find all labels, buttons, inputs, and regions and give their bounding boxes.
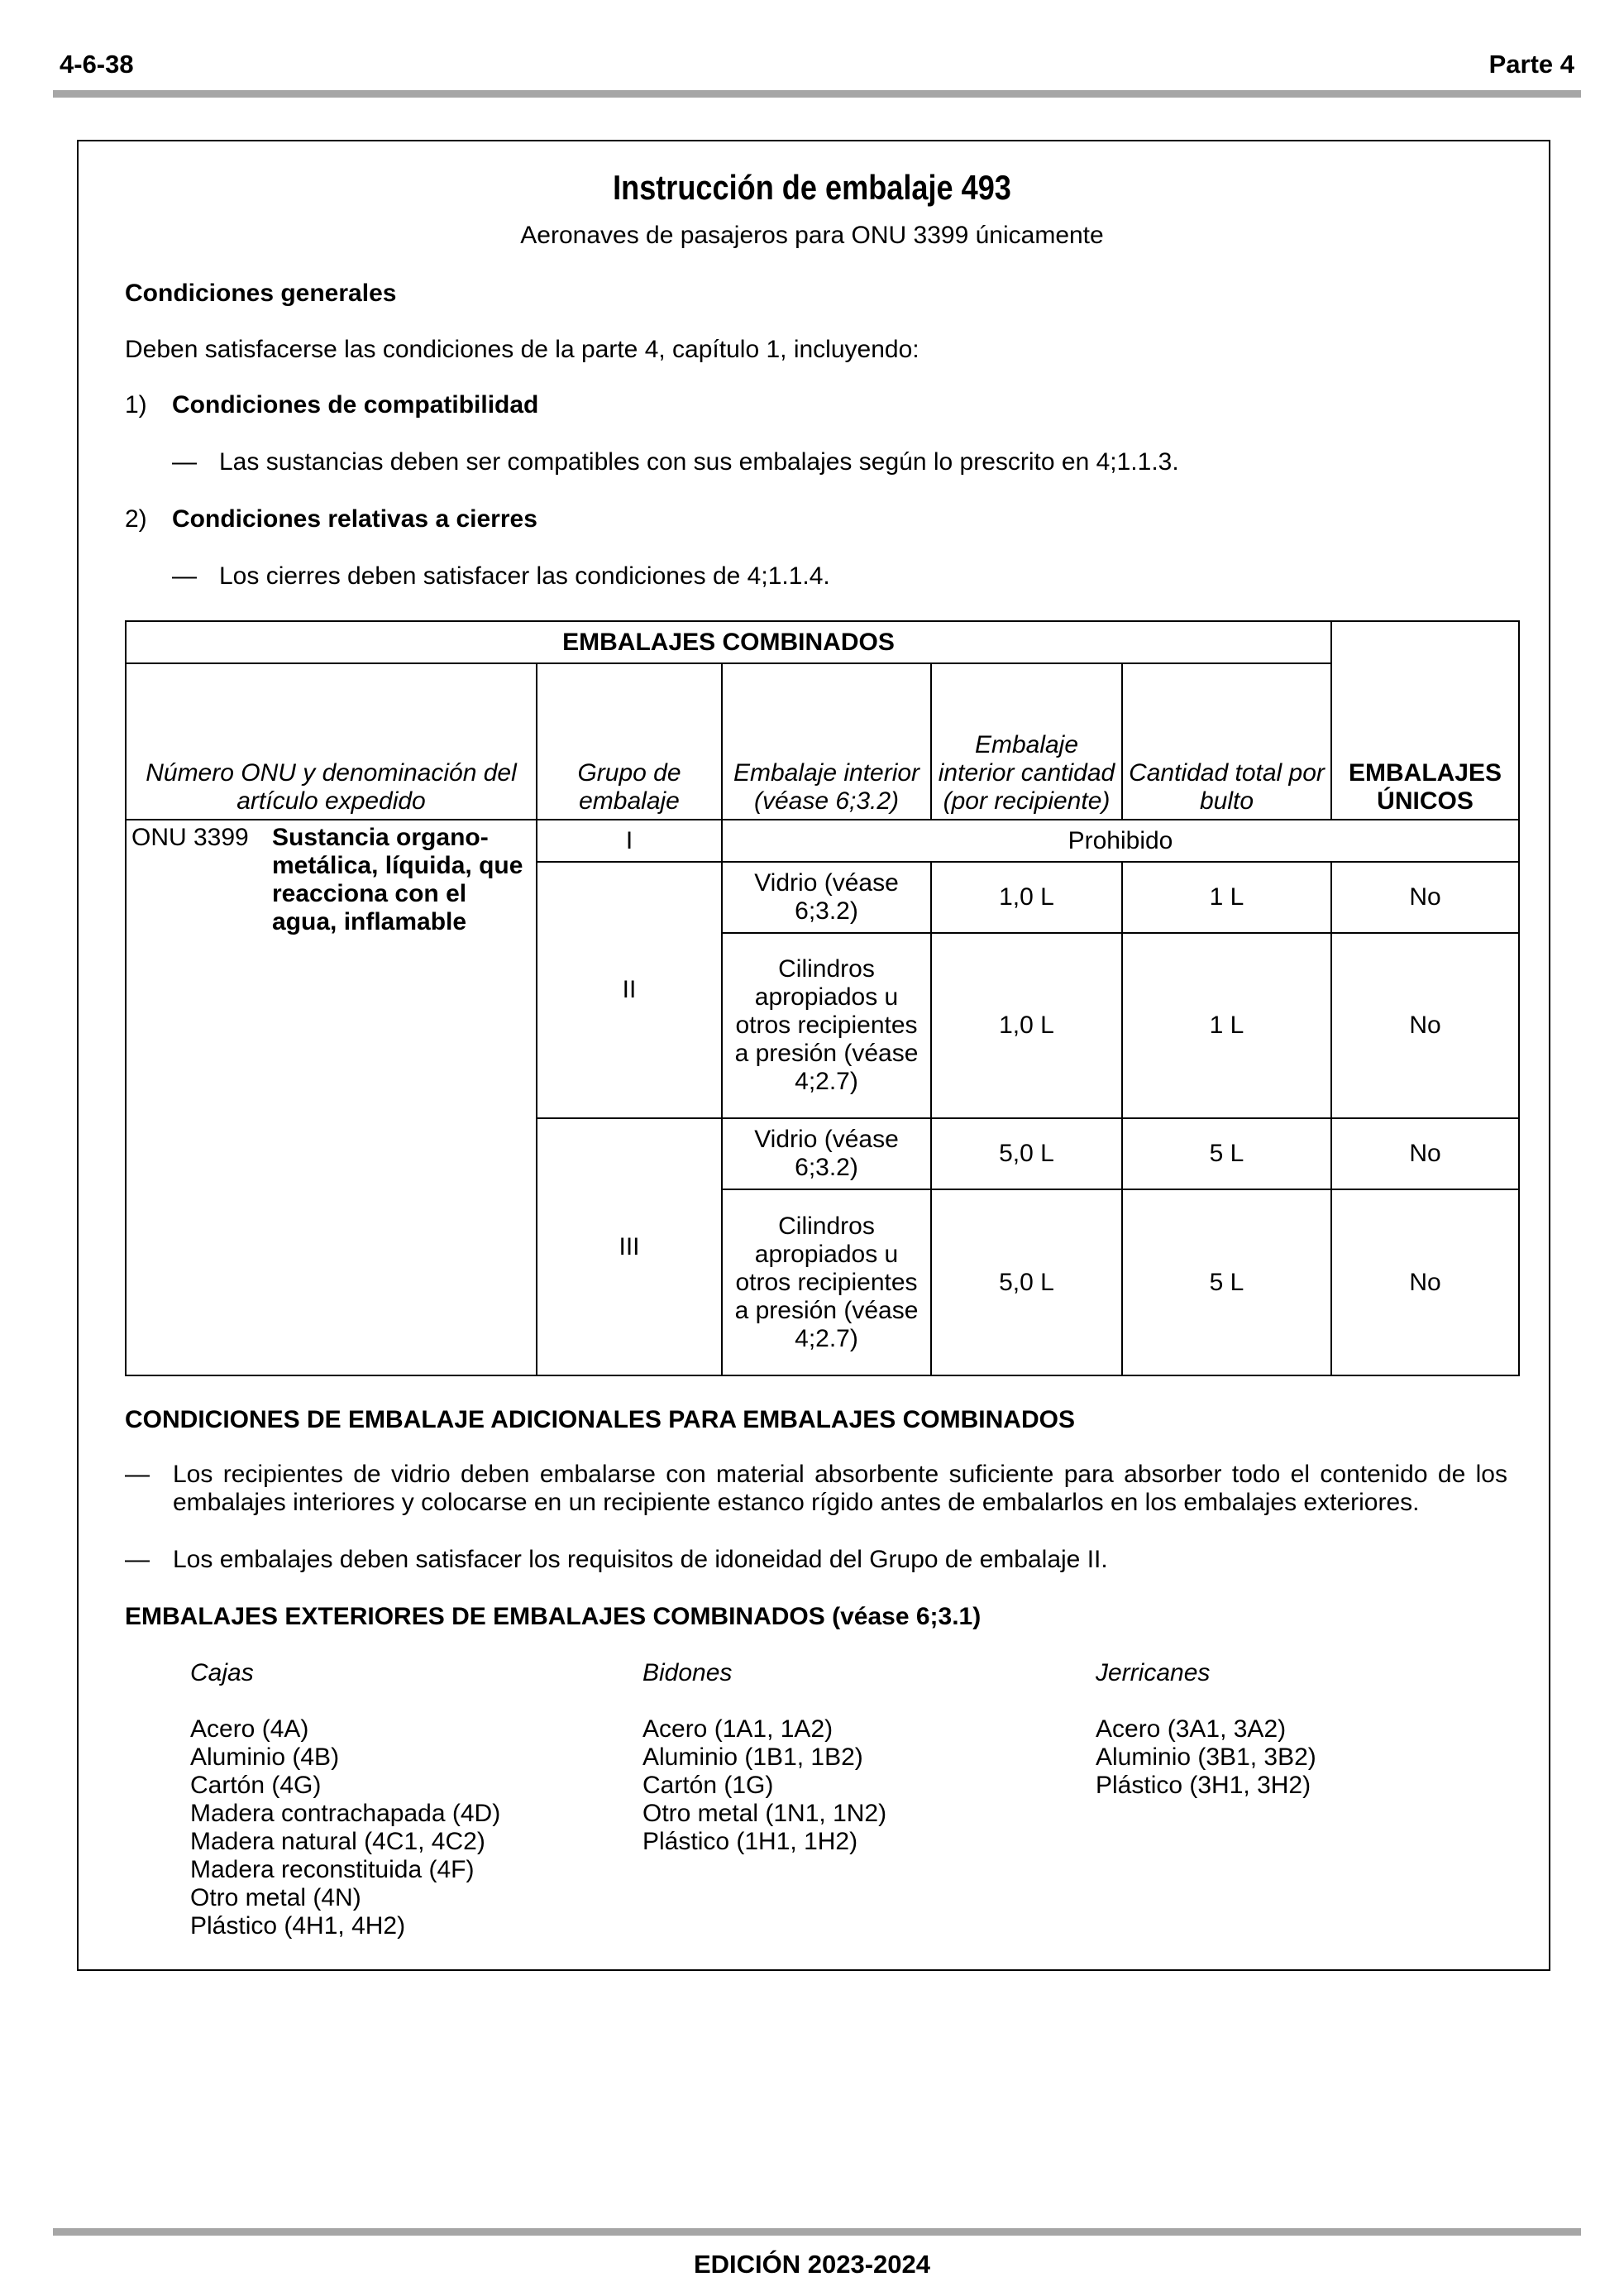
additional-conditions-heading: CONDICIONES DE EMBALAJE ADICIONALES PARA EMBALAJES COMBINADOS — [125, 1406, 1075, 1433]
single-packagings-header: EMBALAJES ÚNICOS — [1331, 621, 1519, 820]
un-column-header: Número ONU y denominación del artículo expedido — [126, 663, 537, 820]
condition-text: Los cierres deben satisfacer las condiciones de 4;1.1.4. — [219, 562, 830, 590]
outer-item: Madera natural (4C1, 4C2) — [190, 1828, 485, 1855]
total-qty-cell: 5 L — [1122, 1189, 1331, 1375]
inner-packaging-cell: Vidrio (véase 6;3.2) — [722, 1118, 931, 1189]
packaging-table — [125, 620, 1520, 1376]
condition-number: 1) — [125, 391, 147, 419]
outer-item: Otro metal (1N1, 1N2) — [642, 1800, 887, 1827]
outer-item: Aluminio (1B1, 1B2) — [642, 1744, 863, 1771]
outer-column-jerricans — [1096, 1659, 1316, 1800]
outer-column-title: Bidones — [642, 1659, 733, 1686]
un-entry-cell — [126, 820, 537, 1375]
single-packaging-cell: No — [1331, 1189, 1519, 1375]
inner-qty-cell: 5,0 L — [931, 1189, 1122, 1375]
inner-qty-cell: 5,0 L — [931, 1118, 1122, 1189]
total-qty-column-header: Cantidad total por bulto — [1122, 663, 1331, 820]
outer-item: Acero (1A1, 1A2) — [642, 1715, 833, 1743]
outer-item: Plástico (3H1, 3H2) — [1096, 1772, 1311, 1799]
outer-item: Madera contrachapada (4D) — [190, 1800, 501, 1827]
outer-column-title: Cajas — [190, 1659, 254, 1686]
single-packaging-cell: No — [1331, 933, 1519, 1118]
outer-item: Acero (3A1, 3A2) — [1096, 1715, 1287, 1743]
group-i-cell: I — [537, 820, 722, 862]
combined-packagings-header: EMBALAJES COMBINADOS — [126, 621, 1331, 663]
outer-column-boxes — [190, 1659, 500, 1940]
total-qty-cell: 1 L — [1122, 933, 1331, 1118]
outer-column-drums — [642, 1659, 886, 1856]
additional-note — [125, 1461, 1507, 1517]
footer-rule — [53, 2228, 1581, 2236]
outer-item: Acero (4A) — [190, 1715, 309, 1743]
prohibited-cell: Prohibido — [722, 820, 1519, 862]
inner-qty-cell: 1,0 L — [931, 862, 1122, 933]
part-label: Parte 4 — [1488, 50, 1574, 79]
outer-item: Plástico (1H1, 1H2) — [642, 1828, 858, 1855]
outer-item: Cartón (4G) — [190, 1772, 322, 1799]
condition-dash: — — [172, 448, 197, 476]
note-text: Los embalajes deben satisfacer los requisitos de idoneidad del Grupo de embalaje II. — [173, 1546, 1108, 1573]
inner-qty-cell: 1,0 L — [931, 933, 1122, 1118]
note-dash: — — [125, 1461, 150, 1488]
condition-title: Condiciones relativas a cierres — [172, 505, 537, 533]
note-dash: — — [125, 1546, 150, 1573]
page-title: Instrucción de embalaje 493 — [613, 168, 1011, 207]
un-number: ONU 3399 — [131, 824, 249, 851]
inner-packaging-cell: Vidrio (véase 6;3.2) — [722, 862, 931, 933]
additional-note — [125, 1546, 1507, 1574]
outer-packagings-heading: EMBALAJES EXTERIORES DE EMBALAJES COMBINADOS (véase 6;3.1) — [125, 1603, 982, 1630]
page-subtitle: Aeronaves de pasajeros para ONU 3399 únicamente — [520, 222, 1104, 249]
inner-column-header: Embalaje interior (véase 6;3.2) — [722, 663, 931, 820]
group-iii-cell: III — [537, 1118, 722, 1375]
condition-dash: — — [172, 562, 197, 590]
page-number: 4-6-38 — [60, 50, 134, 79]
group-column-header: Grupo de embalaje — [537, 663, 722, 820]
header-rule — [53, 90, 1581, 98]
general-conditions-heading: Condiciones generales — [125, 280, 397, 307]
general-conditions-intro: Deben satisfacerse las condiciones de la parte 4, capítulo 1, incluyendo: — [125, 336, 919, 363]
single-packaging-cell: No — [1331, 862, 1519, 933]
inner-qty-column-header: Embalaje interior cantidad (por recipiente) — [931, 663, 1122, 820]
un-shipping-name: Sustancia organo-metálica, líquida, que reacciona con el agua, inflamable — [272, 824, 523, 935]
condition-number: 2) — [125, 505, 147, 533]
group-ii-cell: II — [537, 862, 722, 1118]
outer-item: Aluminio (4B) — [190, 1744, 340, 1771]
condition-title: Condiciones de compatibilidad — [172, 391, 539, 419]
outer-item: Madera reconstituida (4F) — [190, 1856, 475, 1883]
condition-text: Las sustancias deben ser compatibles con sus embalajes según lo prescrito en 4;1.1.3. — [219, 448, 1179, 476]
single-packaging-cell: No — [1331, 1118, 1519, 1189]
outer-item: Aluminio (3B1, 3B2) — [1096, 1744, 1316, 1771]
note-text: Los recipientes de vidrio deben embalarse con material absorbente suficiente para absorber todo el contenido de los embalajes interiores y colocarse en un recipiente estanco rígido antes de embalarlos en los embalajes exteriores. — [173, 1461, 1507, 1516]
outer-item: Otro metal (4N) — [190, 1884, 361, 1911]
total-qty-cell: 5 L — [1122, 1118, 1331, 1189]
inner-packaging-cell: Cilindros apropiados u otros recipientes a presión (véase 4;2.7) — [722, 933, 931, 1118]
outer-item: Cartón (1G) — [642, 1772, 774, 1799]
inner-packaging-cell: Cilindros apropiados u otros recipientes a presión (véase 4;2.7) — [722, 1189, 931, 1375]
outer-item: Plástico (4H1, 4H2) — [190, 1912, 406, 1940]
edition-footer: EDICIÓN 2023-2024 — [693, 2250, 931, 2279]
outer-column-title: Jerricanes — [1096, 1659, 1211, 1686]
total-qty-cell: 1 L — [1122, 862, 1331, 933]
